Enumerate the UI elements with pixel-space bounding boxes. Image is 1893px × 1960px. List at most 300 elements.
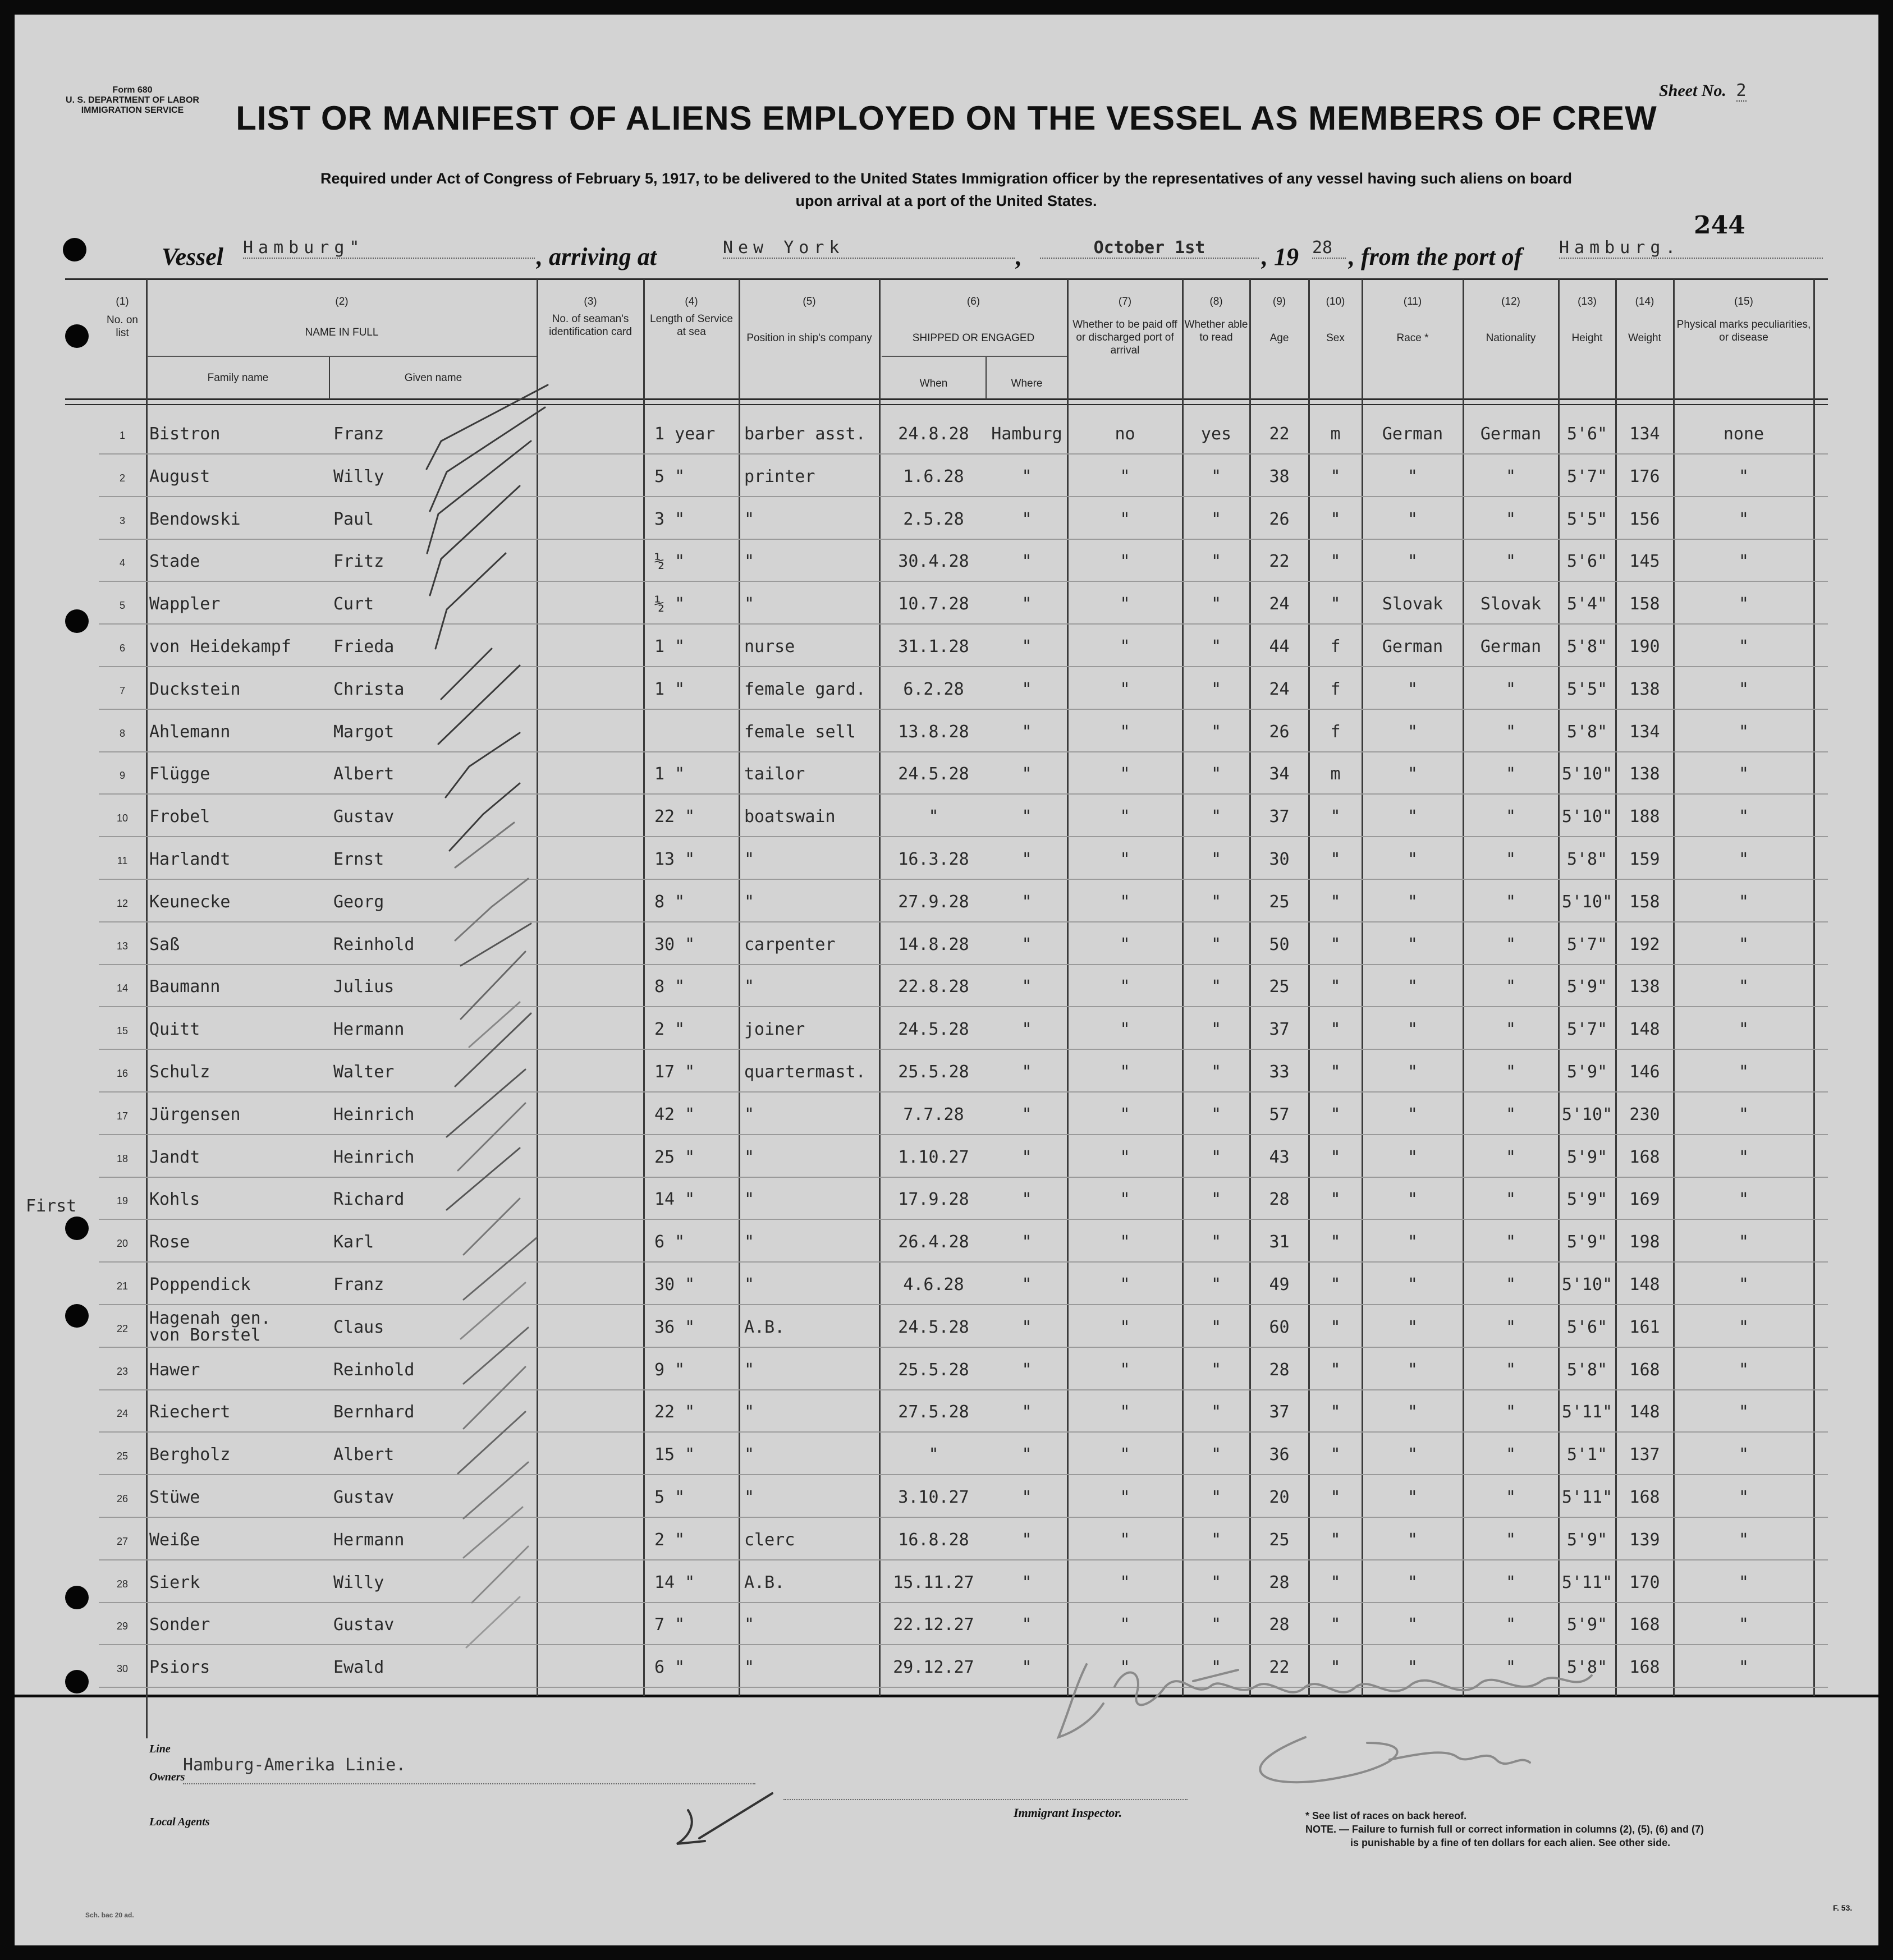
able-to-read: " xyxy=(1211,552,1222,571)
sex: " xyxy=(1330,509,1341,529)
shipped-when: 26.4.28 xyxy=(898,1232,969,1252)
paid-off: " xyxy=(1120,1615,1130,1635)
col5-header xyxy=(740,295,879,345)
shipped-when: 22.12.27 xyxy=(893,1615,974,1635)
family-name: Schulz xyxy=(149,1062,210,1082)
nationality: " xyxy=(1505,1530,1516,1550)
nationality: " xyxy=(1505,977,1516,997)
race: " xyxy=(1407,1062,1418,1082)
weight: 190 xyxy=(1629,637,1660,657)
paid-off: " xyxy=(1120,509,1130,529)
position: nurse xyxy=(744,637,795,657)
row-number: 17 xyxy=(116,1110,129,1122)
col7-header xyxy=(1068,295,1182,357)
given-name: Richard xyxy=(333,1190,405,1209)
family-name: Frobel xyxy=(149,807,210,827)
col-num: (2) xyxy=(335,296,349,307)
shipped-when: " xyxy=(928,1445,939,1465)
position: " xyxy=(744,594,755,614)
age: 49 xyxy=(1269,1275,1290,1295)
family-name: Stüwe xyxy=(149,1488,200,1507)
race: " xyxy=(1407,509,1418,529)
given-name: Claus xyxy=(333,1318,384,1337)
weight: 168 xyxy=(1629,1658,1660,1677)
weight: 168 xyxy=(1629,1615,1660,1635)
sex: " xyxy=(1330,552,1341,571)
sex: " xyxy=(1330,1190,1341,1209)
col8-header xyxy=(1183,295,1249,344)
row-rule xyxy=(99,709,1828,710)
row-number: 22 xyxy=(116,1323,129,1334)
weight: 134 xyxy=(1629,424,1660,444)
height: 5'9" xyxy=(1566,1190,1608,1209)
family-name: Hagenah gen. xyxy=(149,1309,271,1328)
sex: " xyxy=(1330,807,1341,827)
given-name: Albert xyxy=(333,764,395,784)
age: 28 xyxy=(1269,1190,1290,1209)
shipped-where: " xyxy=(1021,594,1032,614)
row-rule xyxy=(99,921,1828,922)
nationality: " xyxy=(1505,1147,1516,1167)
physical-marks: " xyxy=(1738,1658,1749,1677)
age: 22 xyxy=(1269,424,1290,444)
shipped-where: " xyxy=(1021,1318,1032,1337)
height: 5'5" xyxy=(1566,509,1608,529)
able-to-read: " xyxy=(1211,1105,1222,1124)
physical-marks: " xyxy=(1738,594,1749,614)
nationality: " xyxy=(1505,680,1516,699)
col-num: (7) xyxy=(1118,296,1132,307)
arrival-year: 28 xyxy=(1312,238,1346,259)
given-name: Christa xyxy=(333,680,405,699)
sex: " xyxy=(1330,977,1341,997)
shipped-when: 27.9.28 xyxy=(898,892,969,912)
age: 50 xyxy=(1269,935,1290,954)
where-header: Where xyxy=(1011,378,1043,389)
col-label: Whether able to read xyxy=(1184,319,1248,343)
row-number: 4 xyxy=(119,557,125,568)
race: " xyxy=(1407,1232,1418,1252)
able-to-read: " xyxy=(1211,1445,1222,1465)
race: German xyxy=(1382,637,1443,657)
able-to-read: " xyxy=(1211,1402,1222,1422)
physical-marks: " xyxy=(1738,1318,1749,1337)
position: " xyxy=(744,1105,755,1124)
row-rule xyxy=(99,539,1828,540)
service-length: 5 " xyxy=(654,467,685,486)
race: " xyxy=(1407,1658,1418,1677)
height: 5'6" xyxy=(1566,424,1608,444)
sex: " xyxy=(1330,1275,1341,1295)
nationality: " xyxy=(1505,1318,1516,1337)
able-to-read: " xyxy=(1211,637,1222,657)
height: 5'7" xyxy=(1566,935,1608,954)
physical-marks: " xyxy=(1738,1573,1749,1592)
physical-marks: " xyxy=(1738,1105,1749,1124)
shipped-when: 24.8.28 xyxy=(898,424,969,444)
row-number: 9 xyxy=(119,770,125,781)
col-label: Length of Service at sea xyxy=(650,313,733,338)
shipped-when: 3.10.27 xyxy=(898,1488,969,1507)
shipped-where: " xyxy=(1021,977,1032,997)
paid-off: " xyxy=(1120,1402,1130,1422)
position: " xyxy=(744,1488,755,1507)
row-rule xyxy=(99,1559,1828,1560)
height: 5'10" xyxy=(1561,764,1613,784)
paid-off: " xyxy=(1120,680,1130,699)
service-length: 2 " xyxy=(654,1530,685,1550)
age: 28 xyxy=(1269,1615,1290,1635)
sex: " xyxy=(1330,1105,1341,1124)
sex: " xyxy=(1330,850,1341,869)
shipped-where: " xyxy=(1021,1190,1032,1209)
position: " xyxy=(744,1402,755,1422)
sex: " xyxy=(1330,1232,1341,1252)
weight: 158 xyxy=(1629,594,1660,614)
physical-marks: " xyxy=(1738,637,1749,657)
position: " xyxy=(744,552,755,571)
row-rule xyxy=(99,1431,1828,1433)
service-length: 22 " xyxy=(654,1402,695,1422)
family-name: von Heidekampf xyxy=(149,637,291,657)
able-to-read: " xyxy=(1211,1360,1222,1380)
physical-marks: " xyxy=(1738,1402,1749,1422)
col-label: Weight xyxy=(1628,332,1661,344)
col3-header xyxy=(538,295,643,338)
sex: " xyxy=(1330,1658,1341,1677)
row-rule xyxy=(99,623,1828,625)
form-number: Form 680 xyxy=(112,85,153,95)
service-length: 9 " xyxy=(654,1360,685,1380)
row-number: 18 xyxy=(116,1153,129,1164)
paid-off: " xyxy=(1120,467,1130,486)
column-rule xyxy=(739,279,740,1696)
nationality: " xyxy=(1505,1105,1516,1124)
physical-marks: none xyxy=(1723,424,1764,444)
shipped-where: " xyxy=(1021,1488,1032,1507)
weight: 230 xyxy=(1629,1105,1660,1124)
able-to-read: " xyxy=(1211,1488,1222,1507)
owners-value: Hamburg-Amerika Linie. xyxy=(183,1755,406,1775)
age: 37 xyxy=(1269,1020,1290,1039)
height: 5'8" xyxy=(1566,850,1608,869)
col-label: SHIPPED OR ENGAGED xyxy=(912,332,1035,344)
col13-header xyxy=(1559,295,1615,345)
row-rule xyxy=(99,1006,1828,1007)
shipped-when: 29.12.27 xyxy=(893,1658,974,1677)
col-num: (3) xyxy=(584,296,597,307)
row-rule xyxy=(99,1177,1828,1178)
shipped-when: 22.8.28 xyxy=(898,977,969,997)
physical-marks: " xyxy=(1738,722,1749,742)
line-label: Line xyxy=(149,1743,171,1755)
height: 5'11" xyxy=(1561,1402,1613,1422)
shipped-when: 2.5.28 xyxy=(903,509,964,529)
able-to-read: " xyxy=(1211,1318,1222,1337)
row-number: 25 xyxy=(116,1451,129,1462)
sex: m xyxy=(1330,764,1341,784)
sex: " xyxy=(1330,1573,1341,1592)
given-name: Julius xyxy=(333,977,395,997)
race: " xyxy=(1407,1402,1418,1422)
manifest-sheet xyxy=(15,15,1878,1945)
service-length: 30 " xyxy=(654,935,695,954)
when-header: When xyxy=(919,378,948,389)
column-rule xyxy=(1813,279,1815,1696)
given-name: Gustav xyxy=(333,1615,395,1635)
paid-off: " xyxy=(1120,1445,1130,1465)
physical-marks: " xyxy=(1738,1190,1749,1209)
age: 38 xyxy=(1269,467,1290,486)
height: 5'9" xyxy=(1566,1232,1608,1252)
row-number: 7 xyxy=(119,685,125,696)
physical-marks: " xyxy=(1738,1488,1749,1507)
nationality: " xyxy=(1505,807,1516,827)
sheet-number xyxy=(1659,81,1747,100)
binder-hole xyxy=(65,324,89,348)
row-rule xyxy=(99,1517,1828,1518)
fine-note: NOTE. — Failure to furnish full or correct information in columns (2), (5), (6) and (7) xyxy=(1305,1824,1704,1835)
height: 5'10" xyxy=(1561,807,1613,827)
height: 5'8" xyxy=(1566,1360,1608,1380)
shipped-where: Hamburg xyxy=(991,424,1062,444)
shipped-where: " xyxy=(1021,509,1032,529)
paid-off: " xyxy=(1120,850,1130,869)
service-length: 8 " xyxy=(654,892,685,912)
family-name: Kohls xyxy=(149,1190,200,1209)
row-number: 19 xyxy=(116,1195,129,1206)
race: " xyxy=(1407,1615,1418,1635)
nationality: " xyxy=(1505,722,1516,742)
position: tailor xyxy=(744,764,805,784)
row-number: 13 xyxy=(116,940,129,952)
race: Slovak xyxy=(1382,594,1443,614)
shipped-when: 1.6.28 xyxy=(903,467,964,486)
physical-marks: " xyxy=(1738,1232,1749,1252)
shipped-where: " xyxy=(1021,1147,1032,1167)
department: U. S. DEPARTMENT OF LABOR xyxy=(66,95,199,105)
paid-off: " xyxy=(1120,1020,1130,1039)
col-num: (1) xyxy=(116,296,129,307)
able-to-read: " xyxy=(1211,764,1222,784)
weight: 188 xyxy=(1629,807,1660,827)
sex: " xyxy=(1330,594,1341,614)
race: " xyxy=(1407,1147,1418,1167)
col-num: (14) xyxy=(1635,296,1654,307)
age: 57 xyxy=(1269,1105,1290,1124)
age: 28 xyxy=(1269,1573,1290,1592)
row-rule xyxy=(99,1219,1828,1220)
race: " xyxy=(1407,680,1418,699)
service-length: 5 " xyxy=(654,1488,685,1507)
height: 5'4" xyxy=(1566,594,1608,614)
paid-off: " xyxy=(1120,977,1130,997)
page-title: LIST OR MANIFEST OF ALIENS EMPLOYED ON THE VESSEL AS MEMBERS OF CREW xyxy=(236,99,1657,137)
able-to-read: " xyxy=(1211,1615,1222,1635)
race: " xyxy=(1407,1275,1418,1295)
col11-header xyxy=(1363,295,1463,345)
sex: f xyxy=(1330,722,1341,742)
age: 20 xyxy=(1269,1488,1290,1507)
row-number: 2 xyxy=(119,472,125,484)
family-name: Keunecke xyxy=(149,892,231,912)
height: 5'10" xyxy=(1561,892,1613,912)
position: " xyxy=(744,850,755,869)
able-to-read: " xyxy=(1211,850,1222,869)
family-name: Bergholz xyxy=(149,1445,231,1465)
family-name: Saß xyxy=(149,935,180,954)
subtitle-line-1: Required under Act of Congress of February 5, 1917, to be delivered to the United States Immigration officer by the representatives of any vessel having such aliens on board xyxy=(320,170,1573,187)
nationality: " xyxy=(1505,1488,1516,1507)
family-name: Rose xyxy=(149,1232,190,1252)
able-to-read: " xyxy=(1211,594,1222,614)
weight: 137 xyxy=(1629,1445,1660,1465)
arriving-port: New York xyxy=(723,238,1015,259)
height: 5'8" xyxy=(1566,637,1608,657)
paid-off: " xyxy=(1120,1318,1130,1337)
col-num: (5) xyxy=(803,296,816,307)
given-name: Ewald xyxy=(333,1658,384,1677)
height: 5'9" xyxy=(1566,1530,1608,1550)
nationality: " xyxy=(1505,935,1516,954)
able-to-read: " xyxy=(1211,977,1222,997)
row-number: 21 xyxy=(116,1280,129,1292)
given-name: Reinhold xyxy=(333,935,415,954)
col-label: Position in ship's company xyxy=(746,332,872,344)
row-rule xyxy=(99,1474,1828,1475)
family-name: Sierk xyxy=(149,1573,200,1592)
column-rule xyxy=(146,279,148,1738)
inspector-line xyxy=(783,1799,1188,1800)
weight: 168 xyxy=(1629,1147,1660,1167)
paid-off: " xyxy=(1120,1488,1130,1507)
height: 5'5" xyxy=(1566,680,1608,699)
sex: " xyxy=(1330,1062,1341,1082)
shipped-when: 13.8.28 xyxy=(898,722,969,742)
weight: 168 xyxy=(1629,1360,1660,1380)
row-number: 15 xyxy=(116,1025,129,1036)
paid-off: no xyxy=(1115,424,1135,444)
paid-off: " xyxy=(1120,1530,1130,1550)
race: " xyxy=(1407,467,1418,486)
margin-note: First xyxy=(26,1196,77,1216)
race: " xyxy=(1407,1573,1418,1592)
paid-off: " xyxy=(1120,1232,1130,1252)
page-subtitle xyxy=(127,167,1766,212)
given-name: Karl xyxy=(333,1232,374,1252)
service-length: 8 " xyxy=(654,977,685,997)
age: 25 xyxy=(1269,977,1290,997)
family-name: Poppendick xyxy=(149,1275,251,1295)
sex: " xyxy=(1330,467,1341,486)
row-number: 10 xyxy=(116,813,129,824)
given-name: Hermann xyxy=(333,1020,405,1039)
subtitle-line-2: upon arrival at a port of the United States. xyxy=(795,192,1097,209)
race: " xyxy=(1407,1360,1418,1380)
shipped-when: 27.5.28 xyxy=(898,1402,969,1422)
sex: " xyxy=(1330,1402,1341,1422)
paid-off: " xyxy=(1120,1190,1130,1209)
col-label: Whether to be paid off or discharged port of arrival xyxy=(1072,319,1177,356)
page-stamp: 244 xyxy=(1694,211,1745,240)
age: 33 xyxy=(1269,1062,1290,1082)
row-rule xyxy=(99,1602,1828,1603)
age: 34 xyxy=(1269,764,1290,784)
row-number: 11 xyxy=(117,855,128,866)
paid-off: " xyxy=(1120,935,1130,954)
shipped-when: 31.1.28 xyxy=(898,637,969,657)
sex: " xyxy=(1330,892,1341,912)
nationality: " xyxy=(1505,1275,1516,1295)
physical-marks: " xyxy=(1738,850,1749,869)
position: printer xyxy=(744,467,815,486)
given-name: Paul xyxy=(333,509,374,529)
service-length: ½ " xyxy=(654,552,685,571)
weight: 198 xyxy=(1629,1232,1660,1252)
able-to-read: " xyxy=(1211,1530,1222,1550)
paid-off: " xyxy=(1120,1105,1130,1124)
height: 5'7" xyxy=(1566,467,1608,486)
shipped-when: 14.8.28 xyxy=(898,935,969,954)
col-num: (9) xyxy=(1272,296,1286,307)
given-name: Gustav xyxy=(333,807,395,827)
position: A.B. xyxy=(744,1318,785,1337)
service-length: 15 " xyxy=(654,1445,695,1465)
height: 5'6" xyxy=(1566,552,1608,571)
service-length: 6 " xyxy=(654,1658,685,1677)
row-number: 28 xyxy=(116,1578,129,1590)
able-to-read: " xyxy=(1211,935,1222,954)
position: " xyxy=(744,1615,755,1635)
column-rule xyxy=(879,279,881,1696)
service-length: 30 " xyxy=(654,1275,695,1295)
given-name: Fritz xyxy=(333,552,384,571)
able-to-read: " xyxy=(1211,1232,1222,1252)
col6-header xyxy=(880,295,1067,345)
paid-off: " xyxy=(1120,722,1130,742)
row-number: 3 xyxy=(119,515,125,526)
sheet-label: Sheet No. xyxy=(1659,81,1726,100)
arriving-label: , arriving at xyxy=(537,243,657,270)
from-label: , from the port of xyxy=(1349,243,1523,270)
vessel-name: Hamburg" xyxy=(243,238,535,259)
shipped-where: " xyxy=(1021,552,1032,571)
physical-marks: " xyxy=(1738,1530,1749,1550)
nationality: German xyxy=(1480,424,1542,444)
shipped-where: " xyxy=(1021,850,1032,869)
shipped-when: 24.5.28 xyxy=(898,1020,969,1039)
physical-marks: " xyxy=(1738,1445,1749,1465)
paid-off: " xyxy=(1120,1573,1130,1592)
given-name: Heinrich xyxy=(333,1147,415,1167)
height: 5'9" xyxy=(1566,1147,1608,1167)
binder-hole xyxy=(65,1304,89,1328)
height: 5'9" xyxy=(1566,977,1608,997)
col15-header xyxy=(1674,295,1813,344)
col-label: NAME IN FULL xyxy=(305,327,379,338)
paid-off: " xyxy=(1120,807,1130,827)
service-length: 1 " xyxy=(654,764,685,784)
row-number: 27 xyxy=(116,1536,129,1547)
family-name: Wappler xyxy=(149,594,221,614)
position: " xyxy=(744,1445,755,1465)
age: 24 xyxy=(1269,594,1290,614)
height: 5'1" xyxy=(1566,1445,1608,1465)
col-label: Sex xyxy=(1326,332,1345,344)
shipped-when: 10.7.28 xyxy=(898,594,969,614)
shipped-when: 6.2.28 xyxy=(903,680,964,699)
age: 43 xyxy=(1269,1147,1290,1167)
